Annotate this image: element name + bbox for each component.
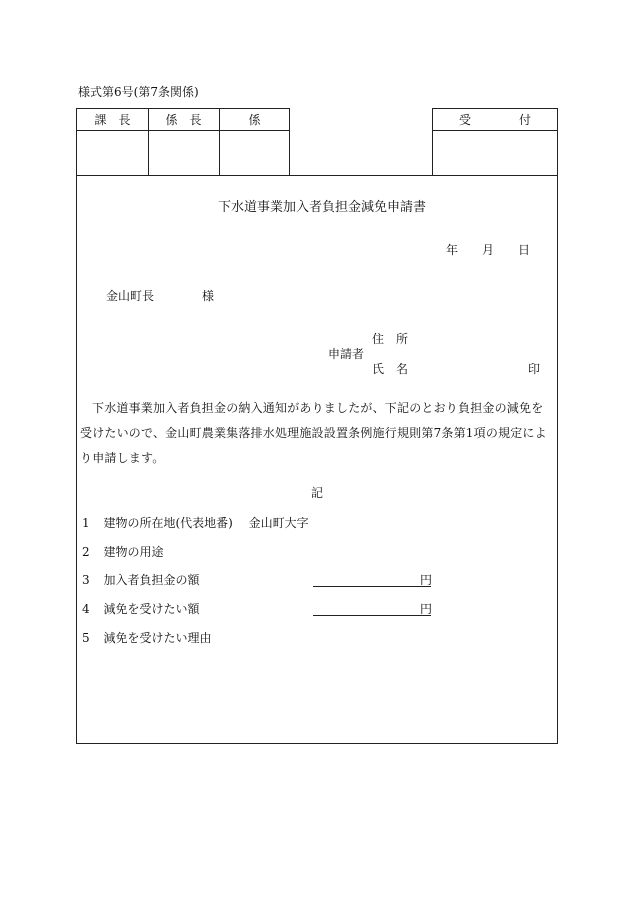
amount-unit: 円 — [420, 602, 433, 616]
item-number: 2 — [82, 545, 90, 559]
list-item — [82, 603, 199, 615]
header-subsection-chief: 係 長 — [165, 113, 202, 127]
item-value: 金山町大字 — [248, 516, 309, 530]
item-label: 建物の用途 — [103, 545, 164, 559]
stamp-cell-reception[interactable] — [433, 131, 557, 176]
list-item — [82, 632, 211, 644]
item-label: 加入者負担金の額 — [103, 573, 200, 587]
seal-mark: 印 — [528, 362, 541, 376]
amount-unit: 円 — [420, 573, 433, 587]
item-number: 1 — [82, 516, 90, 530]
addressee-suffix: 様 — [202, 289, 215, 303]
item-label: 減免を受けたい額 — [103, 602, 200, 616]
date-year: 年 — [446, 243, 459, 257]
header-section-chief: 課 長 — [94, 113, 131, 127]
header-reception: 受 付 — [458, 113, 531, 127]
address-label: 住 所 — [372, 332, 409, 346]
item-number: 5 — [82, 631, 90, 645]
stamp-cell-staff[interactable] — [220, 131, 290, 176]
item-number: 4 — [82, 602, 90, 616]
amount-line[interactable] — [313, 586, 431, 587]
stamp-cell-section-chief[interactable] — [77, 131, 148, 176]
stamp-cell-subsection-chief[interactable] — [149, 131, 219, 176]
date-day: 日 — [518, 243, 531, 257]
item-number: 3 — [82, 573, 90, 587]
item-label: 減免を受けたい理由 — [103, 631, 212, 645]
list-item — [82, 546, 163, 558]
item-label: 建物の所在地(代表地番) — [103, 516, 233, 530]
header-staff: 係 — [248, 113, 261, 127]
list-item — [82, 517, 309, 529]
approval-table — [76, 108, 290, 176]
addressee-name: 金山町長 — [106, 289, 155, 303]
date-month: 月 — [482, 243, 495, 257]
reception-table — [432, 108, 558, 176]
list-item — [82, 574, 199, 586]
applicant-label: 申請者 — [328, 347, 365, 361]
body-paragraph: 下水道事業加入者負担金の納入通知がありましたが、下記のとおり負担金の減免を受けたいので、金山町農業集落排水処理施設設置条例施行規則第7条第1項の規定により申請します。 — [80, 401, 547, 465]
form-label: 様式第6号(第7条関係) — [78, 85, 199, 99]
ki-label: 記 — [311, 486, 324, 500]
document-title: 下水道事業加入者負担金減免申請書 — [218, 200, 427, 215]
amount-line[interactable] — [313, 615, 431, 616]
name-label: 氏 名 — [372, 362, 409, 376]
